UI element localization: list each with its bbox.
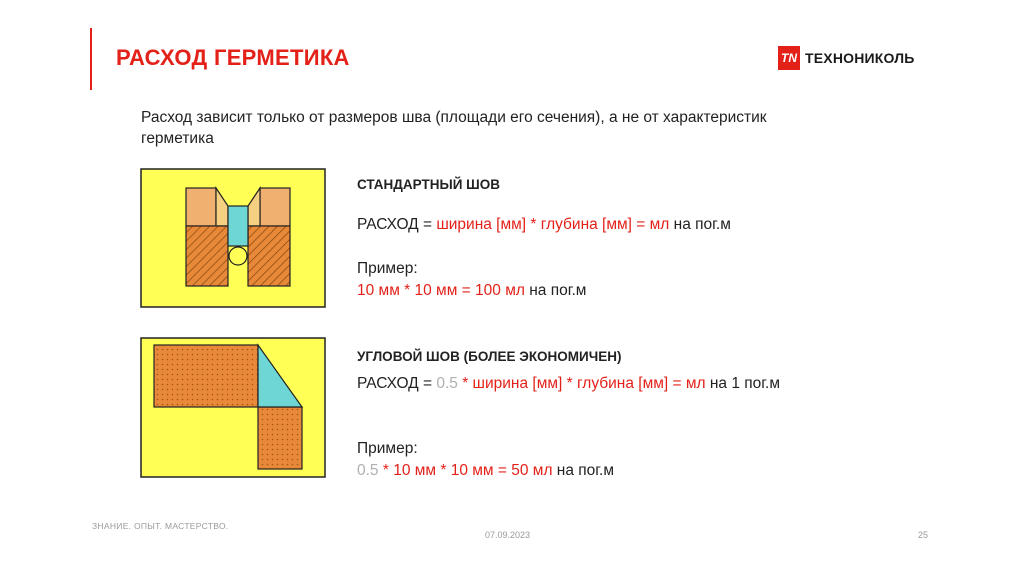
company-logo: [778, 46, 915, 70]
corner-formula-prefix: РАСХОД =: [357, 375, 437, 392]
page-title: РАСХОД ГЕРМЕТИКА: [116, 45, 350, 70]
standard-heading: [357, 174, 500, 195]
standard-formula-value: ширина [мм] * глубина [мм] = мл: [436, 216, 670, 233]
standard-example-label: Пример:: [357, 260, 418, 277]
corner-formula-value: * ширина [мм] * глубина [мм] = мл: [457, 375, 706, 392]
standard-formula-prefix: РАСХОД =: [357, 216, 437, 233]
logo-text: ТЕХНОНИКОЛЬ: [805, 50, 915, 66]
page-number: 25: [918, 530, 929, 540]
corner-example: [357, 460, 614, 481]
corner-example-suffix: на пог.м: [552, 462, 615, 479]
logo-mark-icon: TN: [778, 46, 800, 70]
corner-formula-suffix: на 1 пог.м: [705, 375, 781, 392]
corner-example-coefficient: 0.5: [357, 462, 379, 479]
standard-formula-suffix: на пог.м: [669, 216, 731, 233]
corner-example-label: Пример:: [357, 440, 418, 457]
corner-formula: [357, 373, 817, 394]
corner-heading-text: УГЛОВОЙ ШОВ (БОЛЕЕ ЭКОНОМИЧЕН): [357, 349, 622, 364]
corner-joint-diagram: [140, 337, 326, 478]
standard-example: [357, 280, 586, 301]
standard-heading-text: СТАНДАРТНЫЙ ШОВ: [357, 177, 500, 192]
title-accent-bar: [90, 28, 92, 90]
intro-text: Расход зависит только от размеров шва (площади его сечения), а не от характеристик герметика: [141, 109, 767, 147]
standard-example-suffix: на пог.м: [524, 282, 587, 299]
standard-joint-diagram: [140, 168, 326, 308]
footer-tagline: ЗНАНИЕ. ОПЫТ. МАСТЕРСТВО.: [92, 521, 229, 531]
standard-example-value: 10 мм * 10 мм = 100 мл: [357, 282, 525, 299]
footer-date: 07.09.2023: [485, 530, 531, 540]
corner-formula-coefficient: 0.5: [436, 375, 458, 392]
corner-heading: [357, 346, 622, 367]
corner-example-value: * 10 мм * 10 мм = 50 мл: [378, 462, 553, 479]
standard-formula: [357, 214, 731, 235]
